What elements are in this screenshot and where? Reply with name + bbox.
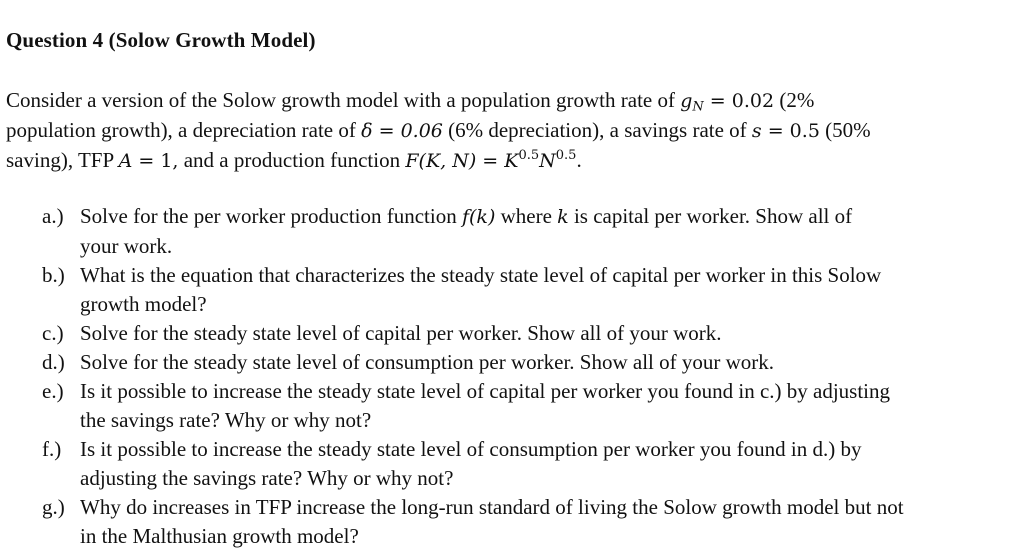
- list-item-f: f.) Is it possible to increase the steady state level of consumption per worker you found in d.) by adjusting the savings rate? Why or why not?: [42, 437, 862, 490]
- item-label: a.): [42, 204, 64, 228]
- intro-line-2: population growth), a depreciation rate of δ = 0.06 (6% depreciation), a savings rate of s = 0.5 (50%: [6, 118, 871, 142]
- question-title: Question 4 (Solow Growth Model): [6, 28, 316, 52]
- list-item-e: e.) Is it possible to increase the steady state level of capital per worker you found in c.) by adjusting the savings rate? Why or why not?: [42, 379, 891, 432]
- list-item-d: d.) Solve for the steady state level of consumption per worker. Show all of your work.: [42, 348, 997, 377]
- tfp-expression: A = 1,: [118, 150, 179, 172]
- list-item-a: a.) Solve for the per worker production function f(k) where k is capital per worker. Show all of your work.: [42, 204, 853, 258]
- savings-expression: s = 0.5: [751, 120, 820, 142]
- item-label: d.): [42, 350, 65, 374]
- production-function: F(K, $N) = K^{0.5}N^{0.5}$: [405, 148, 577, 172]
- intro-text: Consider a version of the Solow growth model with a population growth rate of: [6, 88, 681, 112]
- list-item-g: g.) Why do increases in TFP increase the long-run standard of living the Solow growth model but not in the Malthusian growth model?: [42, 495, 904, 548]
- k-symbol: k: [557, 206, 569, 228]
- fk-expression: f(k): [461, 206, 496, 228]
- item-label: b.): [42, 263, 65, 287]
- list-item-c: c.) Solve for the steady state level of capital per worker. Show all of your work.: [42, 319, 997, 348]
- intro-paragraph: [6, 86, 1006, 176]
- question-list: [42, 202, 997, 551]
- delta-expression: δ = 0.06: [361, 120, 443, 142]
- item-label: e.): [42, 379, 64, 403]
- intro-line-3: saving), TFP A = 1, and a production function F(K, $N) = K^{0.5}N^{0.5}$.: [6, 148, 582, 172]
- item-label: c.): [42, 321, 64, 345]
- intro-line-1: Consider a version of the Solow growth model with a population growth rate of $g_N = 0.02$ (2%: [6, 88, 815, 115]
- list-item-b: b.) What is the equation that characterizes the steady state level of capital per worker in this Solow growth model?: [42, 263, 882, 316]
- item-label: f.): [42, 437, 62, 461]
- item-label: g.): [42, 495, 65, 519]
- gN-expression: $g_N = 0.02$: [680, 90, 775, 115]
